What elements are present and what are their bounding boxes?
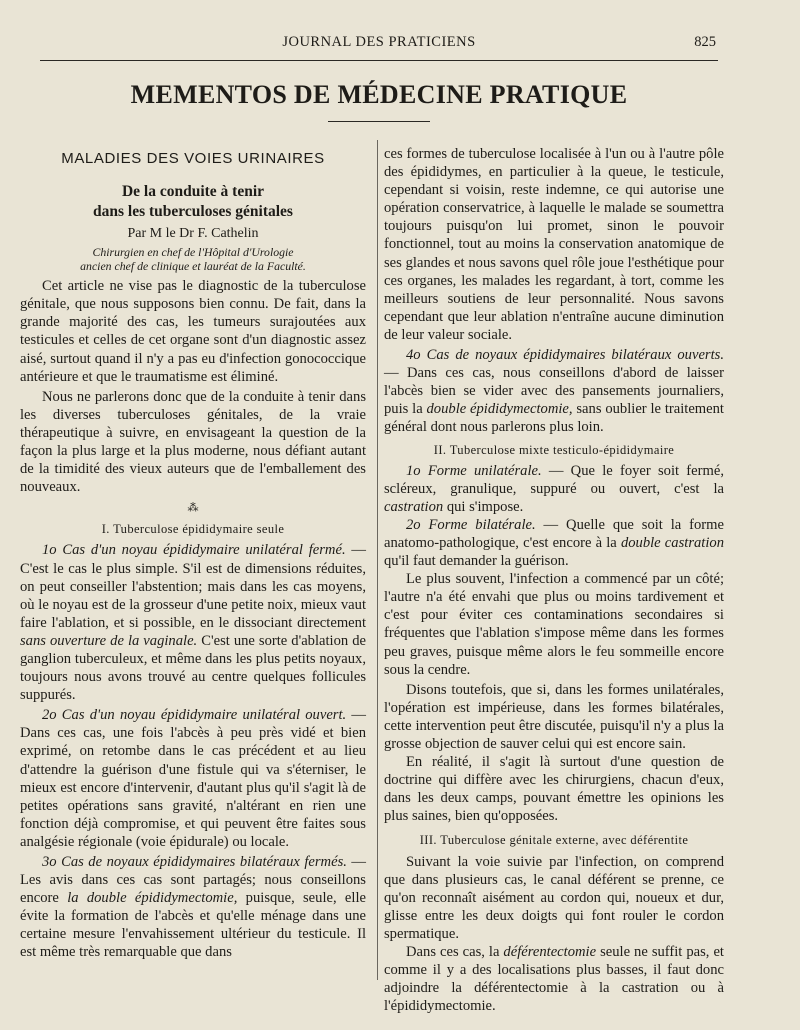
column-divider bbox=[377, 140, 378, 980]
main-title: MEMENTOS DE MÉDECINE PRATIQUE bbox=[130, 80, 628, 109]
case-2-heading: 2o Cas d'un noyau épididymaire unilatéral ouvert. bbox=[42, 707, 347, 724]
paragraph-7: Le plus souvent, l'infection a commencé par un côté; l'autre n'a été envahi que plus ou moins tardivement et c'est pour éviter ces contaminations secondaires si fréquentes que l'ablation s'impose même dans les formes peu graves, puisque même alors le feu sommeille encore sous la cendre. bbox=[384, 571, 724, 678]
case-1-italic: sans ouverture de la vaginale. bbox=[20, 632, 198, 649]
p11-text2: seule ne suffit pas, et comme il y a des localisations plus basses, il faut donc adjoindre la déférentectomie à la castration ou à l'épididymectomie. bbox=[384, 944, 724, 1015]
form-1-heading: 1o Forme unilatérale. bbox=[406, 462, 542, 479]
paragraph-case-3 bbox=[20, 853, 366, 962]
form-2-text2: qu'il faut demander la guérison. bbox=[384, 553, 569, 570]
paragraph-11 bbox=[384, 943, 724, 1015]
form-2-text: — Quelle que soit la forme anatomo-pathologique, c'est encore à la bbox=[384, 516, 724, 551]
case-4-italic: double épididymectomie, bbox=[426, 401, 573, 418]
subhead-1: I. Tuberculose épididymaire seule bbox=[101, 522, 285, 537]
author-line: Par M le Dr F. Cathelin bbox=[127, 226, 259, 242]
article-title-line1: De la conduite à tenir bbox=[121, 183, 265, 201]
case-3-italic: la double épididymectomie, bbox=[67, 890, 238, 907]
left-column bbox=[20, 150, 366, 962]
case-3-text: — Les avis dans ces cas sont partagés; nous conseillons encore bbox=[20, 854, 366, 907]
paragraph-8: Disons toutefois, que si, dans les formes unilatérales, l'opération est impérieuse, dans les formes bilatérales, cette intervention peut être discutée, puisqu'il n'y a plus la grosse objection de sauver celui qui est encore sain. bbox=[384, 681, 724, 752]
case-1-text: — C'est le cas le plus simple. S'il est de dimensions réduites, on peut conseiller l'abstention; mais dans les cas moyens, où le noyau est de la grosseur d'une petite noix, mieux vaut faire l'ablation, et si possible, en le dissociant directement bbox=[20, 542, 366, 631]
case-2-text: — Dans ces cas, une fois l'abcès à peu près vidé et bien exprimé, on retombe dans le cas précédent et au lieu d'attendre la guérison d'une fistule qui va s'éterniser, le mieux est encore d'intervenir, d'autant plus qu'il s'agit là de petites opérations sans gravité, n'altérant en rien une fonction déjà compromise, et qui peuvent être faites sous analgésie régionale (voie épidurale) ou locale. bbox=[20, 707, 366, 850]
intro-paragraph-1: Cet article ne vise pas le diagnostic de la tuberculose génitale, que nous supposons bien connu. De fait, dans la grande majorité des cas, les tumeurs surajoutées aux testicules et celles de cet organe sont d'un diagnostic assez aisé, surtout quand il n'y a pas eu d'infection gonococcique antérieure et que le traumatisme est éliminé. bbox=[20, 278, 366, 385]
p11-text: Dans ces cas, la bbox=[406, 944, 504, 961]
paragraph-form-2 bbox=[384, 516, 724, 570]
case-1-text2: C'est une sorte d'ablation de ganglion tuberculeux, et même dans les plus petits noyaux, toujours nous avons trouvé au centre quelques follicules suppurés. bbox=[20, 632, 366, 704]
running-header bbox=[40, 32, 718, 61]
paragraph-case-4 bbox=[384, 346, 724, 436]
paragraph-10: Suivant la voie suivie par l'infection, on comprend que dans plusieurs cas, le canal déférent se prenne, ce qu'on reconnaît aisément au cordon qui, noueux et dur, glisse entre les deux doigts qui font rouler le cordon spermatique. bbox=[384, 853, 724, 942]
case-4-heading: 4o Cas de noyaux épididymaires bilatéraux ouverts. bbox=[406, 347, 724, 364]
subhead-3: III. Tuberculose génitale externe, avec déférentite bbox=[419, 833, 689, 848]
paragraph-9: En réalité, il s'agit là surtout d'une question de doctrine qui diffère avec les chirurgiens, chacun d'eux, dans les deux camps, pouvant émettre les opinions les plus saines, bien qu'opposées. bbox=[384, 754, 724, 825]
paragraph-continued: ces formes de tuberculose localisée à l'un ou à l'autre pôle des épididymes, en particulier à la queue, le testicule, cependant si voisin, reste indemne, ce qui autorise une opération conservatrice, à laquelle le malade se soumettra toujours puisqu'on lui promet, sinon le pouvoir fonctionnel, tout au moins la conservation anatomique de ses glandes et nous savons quel rôle joue l'esthétique pour ces organes, les malades les regardant, à tort, comme les meilleurs soutiens de leur personnalité. Nous savons cependant que leur ablation n'entraîne aucune diminution de leur valeur sociale. bbox=[384, 146, 724, 343]
paragraph-case-2 bbox=[20, 706, 366, 851]
form-1-text2: qui s'impose. bbox=[443, 498, 524, 515]
section-title: MALADIES DES VOIES URINAIRES bbox=[61, 150, 325, 167]
form-2-heading: 2o Forme bilatérale. bbox=[406, 516, 536, 533]
p11-italic: déférentectomie bbox=[503, 944, 597, 961]
paragraph-case-1 bbox=[20, 541, 366, 704]
journal-name: JOURNAL DES PRATICIENS bbox=[282, 34, 476, 50]
intro-paragraph-2: Nous ne parlerons donc que de la conduite à tenir dans les diverses tuberculoses génitales, de la vraie thérapeutique à suivre, en envisageant la question de la façon la plus large et la plus moderne, nous défiant autant de la timidité des vieux auteurs que de l'emballement des nouveaux. bbox=[20, 388, 366, 496]
form-2-italic: double castration bbox=[620, 534, 724, 551]
subhead-2: II. Tuberculose mixte testiculo-épididymaire bbox=[433, 442, 675, 457]
page-number: 825 bbox=[694, 34, 716, 50]
right-column bbox=[384, 145, 724, 1015]
section-asterism: ⁂ bbox=[187, 502, 199, 515]
article-title-line2: dans les tuberculoses génitales bbox=[93, 203, 293, 221]
case-1-heading: 1o Cas d'un noyau épididymaire unilatéral fermé. bbox=[42, 542, 346, 559]
form-1-text: — Que le foyer soit fermé, scléreux, granulique, suppuré ou ouvert, c'est la bbox=[384, 462, 724, 497]
affiliation-line1: Chirurgien en chef de l'Hôpital d'Urologie bbox=[92, 245, 294, 260]
affiliation-line2: ancien chef de clinique et lauréat de la Faculté. bbox=[80, 259, 306, 274]
case-3-heading: 3o Cas de noyaux épididymaires bilatéraux fermés. bbox=[42, 854, 347, 870]
paragraph-form-1 bbox=[384, 462, 724, 516]
case-4-text2: sans oublier le traitement général dont nous parlerons plus loin. bbox=[384, 401, 724, 436]
form-1-italic: castration bbox=[384, 498, 444, 515]
title-rule bbox=[328, 121, 430, 122]
case-4-text: — Dans ces cas, nous conseillons d'abord de laisser l'abcès bien se vider avec des pansements journaliers, puis la bbox=[384, 365, 724, 418]
case-3-text2: puisque, seule, elle évite la formation de l'abcès et qu'elle ménage dans une certaine mesure l'envahissement ultérieur du testicule. Il est même très remarquable que dans bbox=[20, 890, 366, 961]
